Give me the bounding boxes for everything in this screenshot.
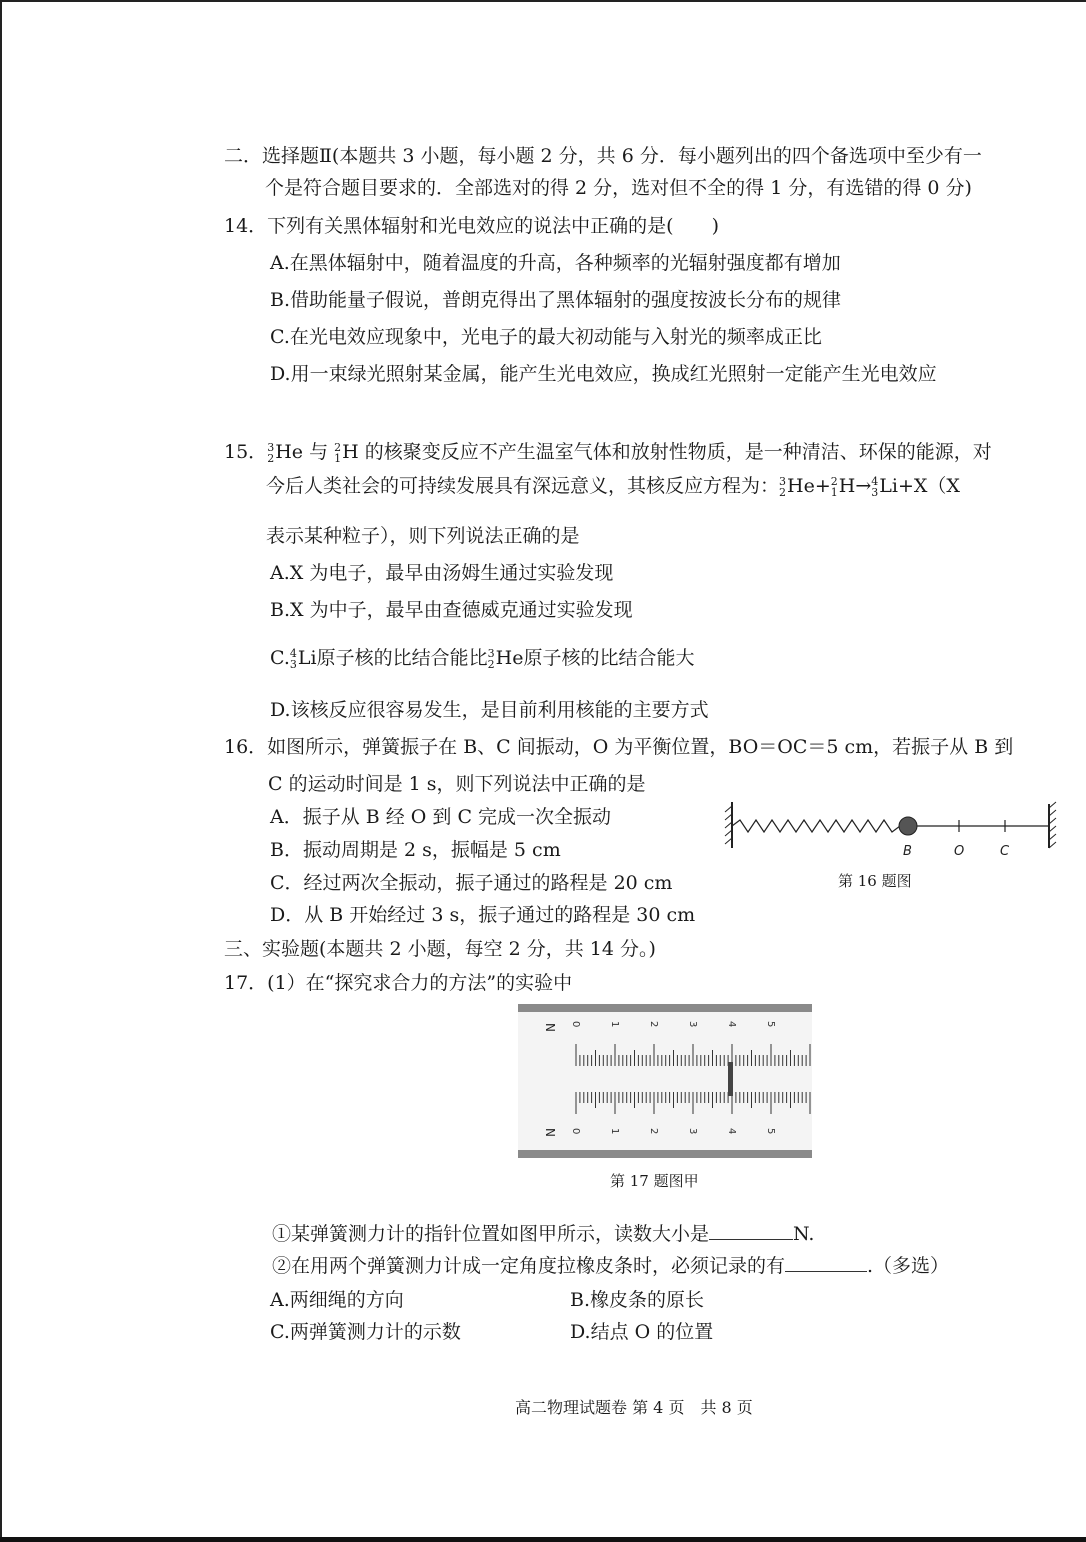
- scale-top-edge: [518, 1004, 812, 1012]
- eq-li-symbol: Li: [879, 475, 898, 497]
- bottom-tick-label: 5: [765, 1128, 776, 1135]
- he3-nuclide-numbers: [267, 442, 274, 464]
- q14-option-b: B.借助能量子假说，普朗克得出了黑体辐射的强度按波长分布的规律: [270, 289, 842, 311]
- q15-stem-line2: [266, 474, 960, 498]
- left-wall: [725, 802, 732, 848]
- spring-scale-figure: [516, 1000, 814, 1162]
- q17-option-d: D.结点 O 的位置: [570, 1321, 714, 1343]
- q15-option-c: [270, 646, 694, 670]
- answer-blank-records[interactable]: [785, 1253, 867, 1272]
- q15-option-b: B.X 为中子，最早由查德威克通过实验发现: [270, 599, 633, 621]
- top-tick-label: 4: [726, 1021, 737, 1028]
- q15-option-d: D.该核反应很容易发生，是目前利用核能的主要方式: [270, 699, 709, 721]
- eq-h-symbol: H: [838, 475, 856, 497]
- eq-li-mass: 4: [871, 475, 879, 488]
- q17-part2: [272, 1253, 949, 1278]
- section2-line1: 二．选择题Ⅱ(本题共 3 小题，每小题 2 分，共 6 分．每小题列出的四个备选项中至少有一: [224, 145, 982, 167]
- optc-he-numbers: [488, 648, 495, 670]
- eq-he-mass: 3: [779, 475, 787, 488]
- bottom-tick-label: 0: [570, 1128, 581, 1135]
- unit-label-top: N: [543, 1023, 557, 1032]
- optc-he-symbol: He: [495, 647, 524, 669]
- q17-figure-caption: 第 17 题图甲: [610, 1172, 699, 1190]
- scale-pointer: [728, 1062, 733, 1096]
- q15-stem1-rest: 的核聚变反应不产生温室气体和放射性物质，是一种清洁、环保的能源，对: [364, 441, 992, 463]
- eq-plus: +: [814, 475, 831, 497]
- optc-li-atomic: 3: [289, 658, 297, 671]
- h2-nuclide-numbers: [334, 442, 341, 464]
- top-tick-label: 5: [765, 1021, 776, 1028]
- optc-he-atomic: 2: [487, 658, 495, 671]
- eq-arrow: →: [855, 475, 872, 497]
- label-c: C: [1000, 844, 1010, 859]
- q17-part1-unit: N.: [793, 1223, 815, 1245]
- scan-edge-top: [0, 0, 1086, 2]
- bottom-tick-label: 1: [609, 1128, 620, 1135]
- q15-number: 15．: [224, 441, 268, 463]
- eq-he-numbers: [779, 476, 786, 498]
- section3-title: 三、实验题(本题共 2 小题，每空 2 分，共 14 分。): [224, 938, 656, 960]
- label-o: O: [954, 844, 965, 859]
- q16-stem-line1: 16．如图所示，弹簧振子在 B、C 间振动，O 为平衡位置，BO＝OC＝5 cm，若振子从 B 到: [224, 736, 1014, 758]
- q15-stem-line1: [224, 440, 992, 464]
- he-atomic-number: 2: [267, 452, 275, 465]
- optc-li-numbers: [290, 648, 297, 670]
- h-symbol: H: [342, 441, 359, 463]
- q14-option-a: A.在黑体辐射中，随着温度的升高，各种频率的光辐射强度都有增加: [270, 252, 841, 274]
- q16-option-a: A．振子从 B 经 O 到 C 完成一次全振动: [270, 806, 612, 828]
- top-tick-label: 1: [609, 1021, 620, 1028]
- label-b: B: [903, 844, 912, 859]
- oscillator-ball: [899, 817, 917, 835]
- eq-he-symbol: He: [787, 475, 815, 497]
- q16-option-c: C．经过两次全振动，振子通过的路程是 20 cm: [270, 872, 673, 894]
- bottom-tick-label: 3: [687, 1128, 698, 1135]
- bottom-tick-label: 2: [648, 1128, 659, 1135]
- h-atomic-number: 1: [334, 452, 342, 465]
- bottom-tick-label: 4: [726, 1128, 737, 1135]
- q15-option-c-label: C.: [270, 647, 290, 669]
- q14-option-d: D.用一束绿光照射某金属，能产生光电效应，换成红光照射一定能产生光电效应: [270, 363, 937, 385]
- answer-blank-reading[interactable]: [709, 1221, 793, 1240]
- q16-option-d: D．从 B 开始经过 3 s，振子通过的路程是 30 cm: [270, 904, 696, 926]
- q16-figure-caption: 第 16 题图: [838, 872, 912, 890]
- q17-part1-text: ①某弹簧测力计的指针位置如图甲所示，读数大小是: [272, 1223, 710, 1245]
- eq-li-numbers: [871, 476, 878, 498]
- spring: [732, 820, 900, 832]
- h-mass-number: 2: [334, 441, 342, 454]
- eq-h-atomic: 1: [830, 486, 838, 499]
- q17-part1: [272, 1221, 814, 1246]
- spring-oscillator-figure: [722, 798, 1067, 866]
- q17-stem: 17．(1）在“探究求合力的方法”的实验中: [224, 972, 573, 994]
- eq-li-atomic: 3: [871, 486, 879, 499]
- q15-connector: 与: [309, 441, 329, 463]
- eq-he-atomic: 2: [779, 486, 787, 499]
- optc-li-mass: 4: [289, 647, 297, 660]
- q15-option-c-mid: 原子核的比结合能比: [316, 647, 488, 669]
- q17-option-b: B.橡皮条的原长: [570, 1289, 705, 1311]
- scan-edge-bottom: [0, 1537, 1086, 1542]
- eq-h-mass: 2: [830, 475, 838, 488]
- q17-option-a: A.两细绳的方向: [270, 1289, 404, 1311]
- q14-stem: 14．下列有关黑体辐射和光电效应的说法中正确的是( ): [224, 215, 720, 237]
- q15-stem-line3: 表示某种粒子），则下列说法正确的是: [266, 525, 580, 547]
- top-tick-label: 3: [687, 1021, 698, 1028]
- optc-li-symbol: Li: [297, 647, 317, 669]
- q15-stem2-post: +X（X: [897, 475, 960, 497]
- q17-part2-note: .（多选）: [867, 1255, 950, 1277]
- top-tick-label: 2: [648, 1021, 659, 1028]
- scale-bottom-edge: [518, 1150, 812, 1158]
- page-footer: 高二物理试题卷 第 4 页 共 8 页: [515, 1398, 753, 1417]
- eq-h-numbers: [831, 476, 838, 498]
- scan-edge-left: [0, 0, 2, 1542]
- q16-stem-line2: C 的运动时间是 1 s，则下列说法中正确的是: [268, 773, 646, 795]
- q14-option-c: C.在光电效应现象中，光电子的最大初动能与入射光的频率成正比: [270, 326, 822, 348]
- q16-option-b: B．振动周期是 2 s，振幅是 5 cm: [270, 839, 561, 861]
- right-wall: [1049, 802, 1056, 848]
- he-symbol: He: [275, 441, 304, 463]
- q17-part2-text: ②在用两个弹簧测力计成一定角度拉橡皮条时，必须记录的有: [272, 1255, 786, 1277]
- section2-line2: 个是符合题目要求的．全部选对的得 2 分，选对但不全的得 1 分，有选错的得 0 分): [265, 177, 972, 199]
- q15-stem2-pre: 今后人类社会的可持续发展具有深远意义，其核反应方程为：: [266, 475, 780, 497]
- q15-option-c-post: 原子核的比结合能大: [523, 647, 695, 669]
- unit-label-bottom: N: [543, 1128, 557, 1137]
- he-mass-number: 3: [267, 441, 275, 454]
- top-tick-label: 0: [570, 1021, 581, 1028]
- q17-option-c: C.两弹簧测力计的示数: [270, 1321, 461, 1343]
- q15-option-a: A.X 为电子，最早由汤姆生通过实验发现: [270, 562, 614, 584]
- optc-he-mass: 3: [487, 647, 495, 660]
